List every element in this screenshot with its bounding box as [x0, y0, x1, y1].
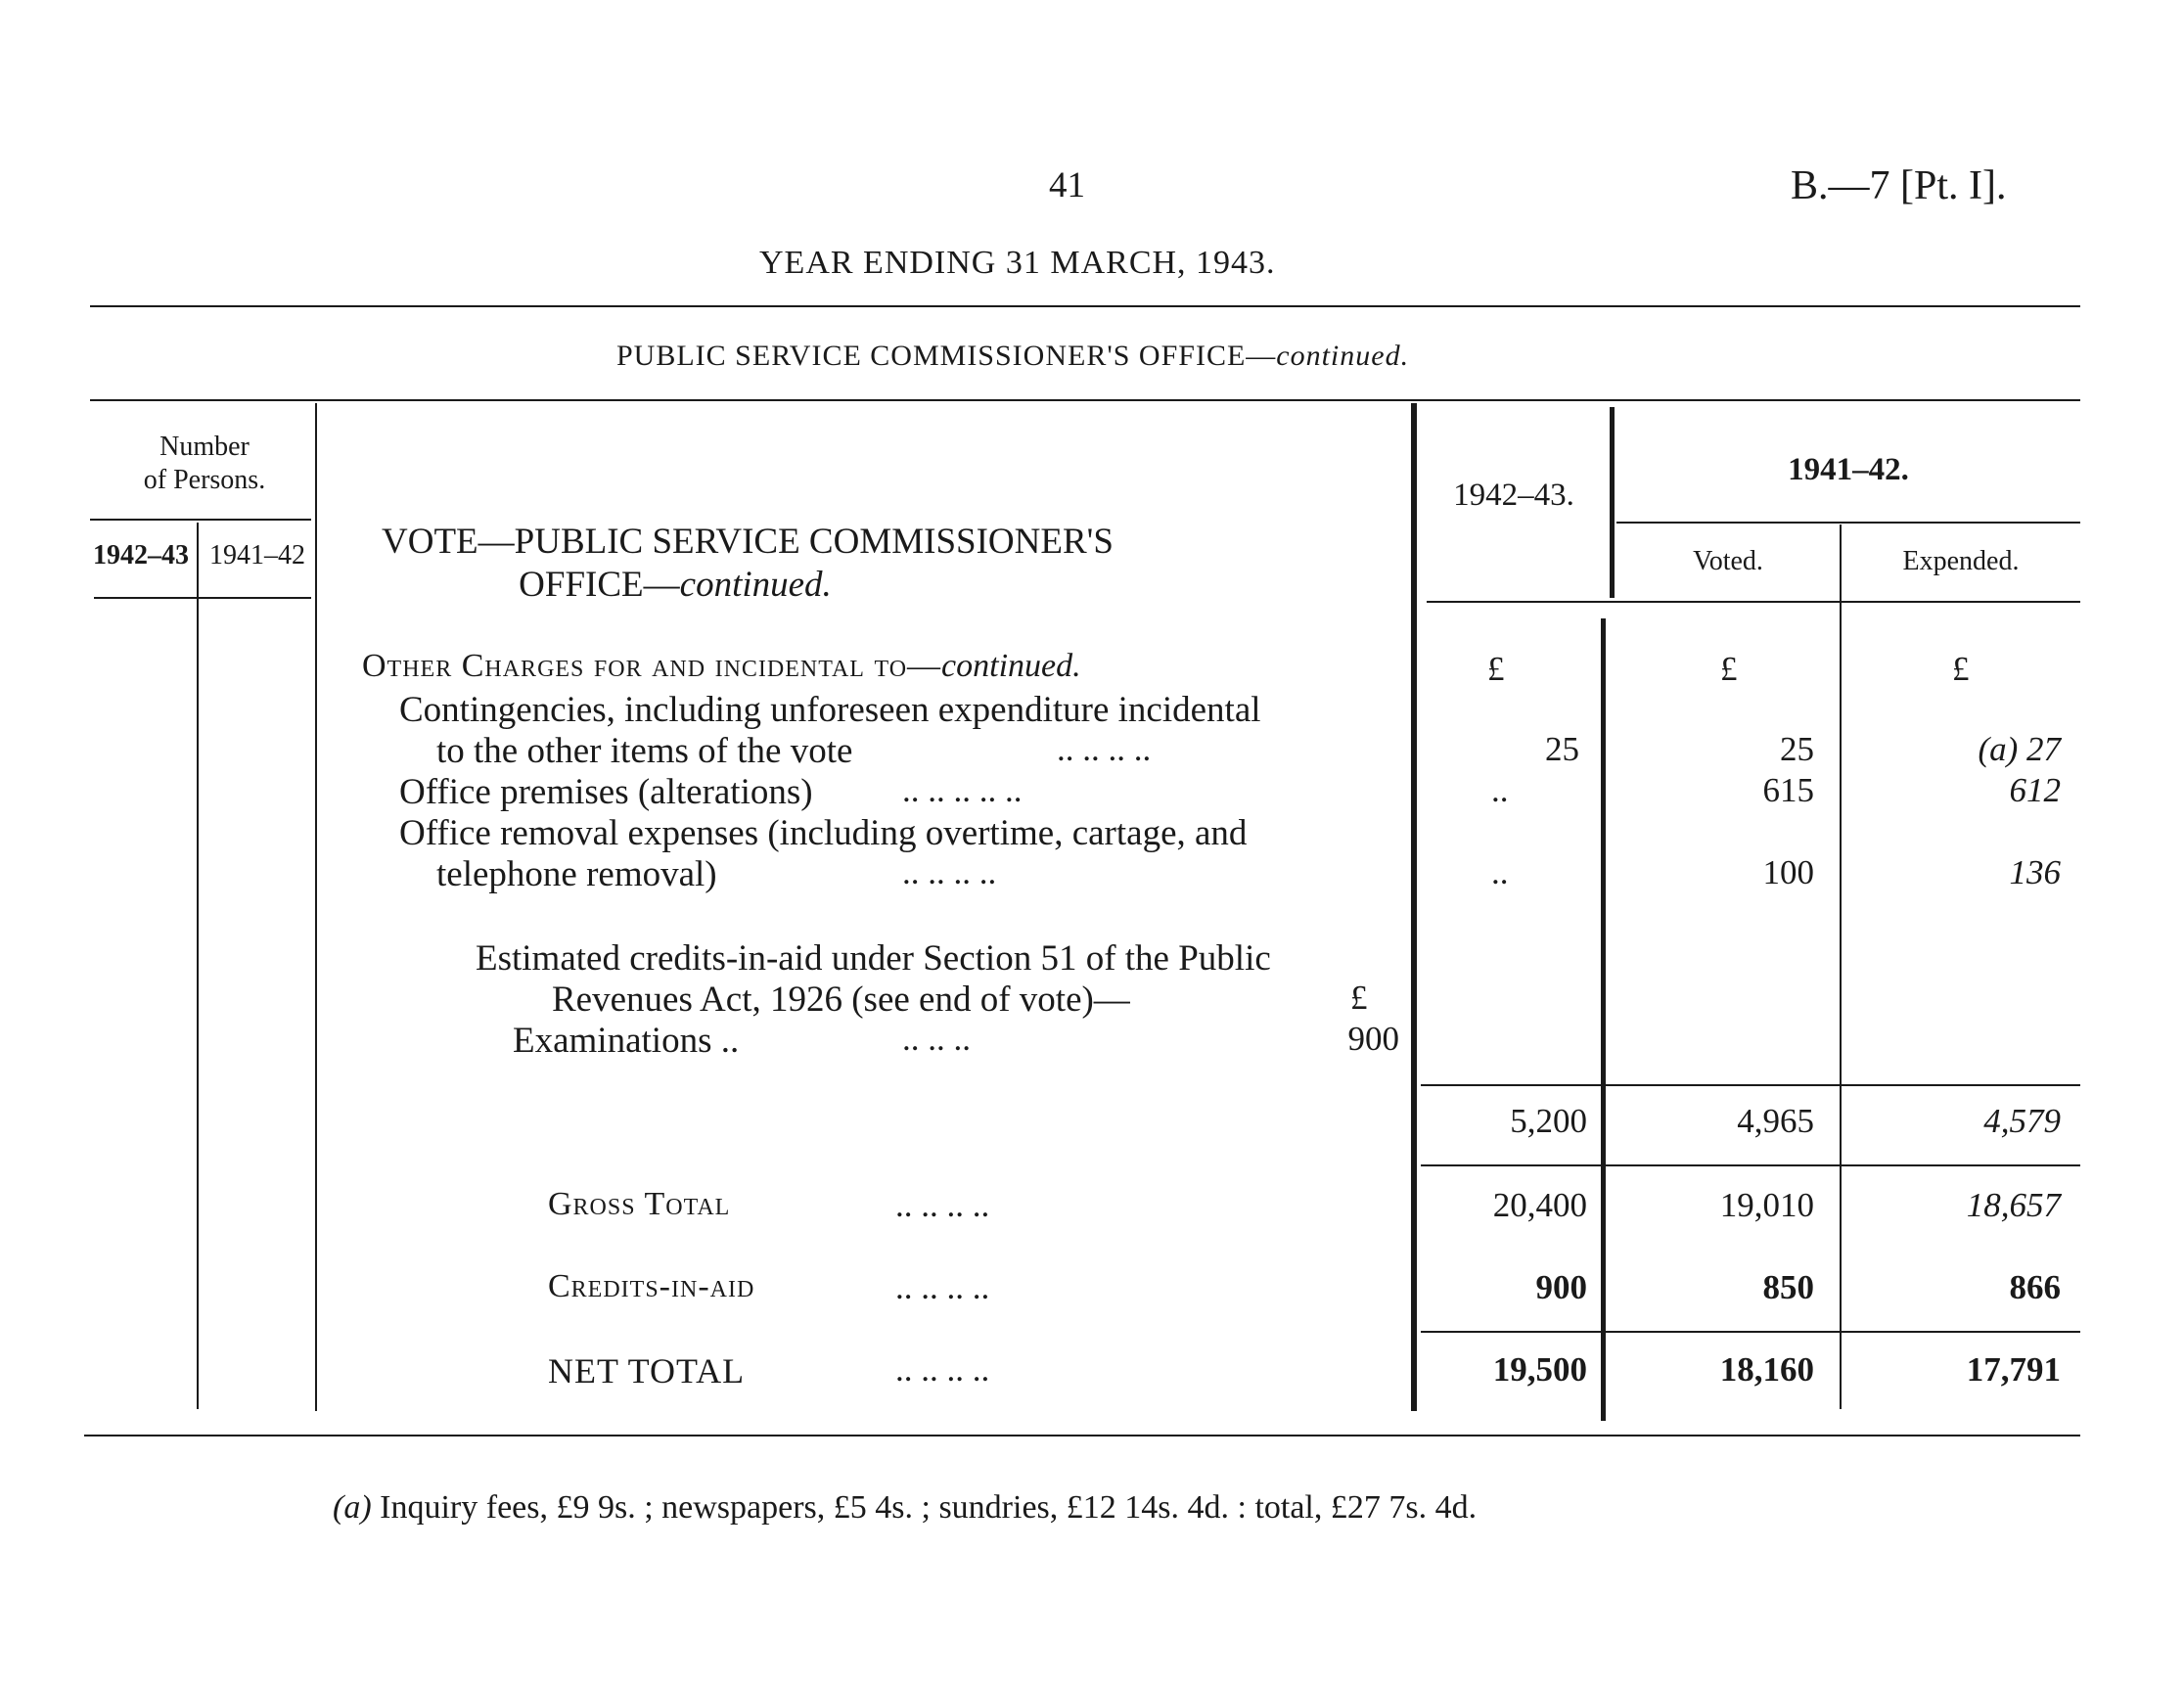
amount-border-left: [1411, 403, 1417, 1411]
persons-col-1942-43: 1942–43: [93, 540, 189, 570]
footnote-text: Inquiry fees, £9 9s. ; newspapers, £5 4s. ; sundries, £12 14s. 4d. : total, £27 7s. 4d.: [380, 1489, 1478, 1526]
persons-col-rule: [94, 597, 311, 599]
item-2-dots: .. .. .. .. ..: [902, 771, 1023, 809]
section-title-suffix: continued.: [1276, 340, 1410, 372]
item-3-line1: Office removal expenses (including overtime, cartage, and: [399, 813, 1248, 853]
section-title: [616, 340, 1409, 373]
persons-col-1941-42: 1941–42: [209, 540, 305, 570]
year-heading: YEAR ENDING 31 MARCH, 1943.: [759, 245, 1276, 281]
gross-total-est: 20,400: [1492, 1186, 1587, 1224]
currency-expended: £: [1952, 650, 1970, 688]
vote-heading: [382, 521, 1114, 607]
credits-in-aid-expended: 866: [2009, 1268, 2061, 1306]
item-1-dots: .. .. .. ..: [1057, 730, 1152, 768]
credits-note-amount: 900: [1347, 1020, 1399, 1058]
currency-est: £: [1487, 650, 1505, 688]
item-1-line1: Contingencies, including unforeseen expenditure incidental: [399, 690, 1261, 730]
persons-heading-rule: [90, 519, 311, 521]
col-divider-est-voted: [1601, 618, 1606, 1421]
item-1-line2: to the other items of the vote: [436, 731, 853, 771]
credits-note-line1: Estimated credits-in-aid under Section 51 of the Public: [476, 938, 1271, 979]
col-head-1942-43: 1942–43.: [1453, 478, 1574, 513]
persons-divider: [197, 523, 199, 1409]
vote-heading-line1: VOTE—PUBLIC SERVICE COMMISSIONER'S: [382, 522, 1114, 562]
credits-in-aid-est: 900: [1535, 1268, 1587, 1306]
credits-in-aid-dots: .. .. .. ..: [895, 1268, 990, 1306]
net-total-label: NET TOTAL: [548, 1351, 746, 1391]
col-head-voted: Voted.: [1693, 546, 1763, 576]
persons-heading-line1: Number: [159, 432, 250, 462]
col-head-bottom-rule: [1427, 601, 2080, 603]
item-1-expended: (a) 27: [1978, 730, 2061, 768]
net-total-est: 19,500: [1492, 1350, 1587, 1389]
currency-voted: £: [1720, 650, 1738, 688]
net-total-dots: .. .. .. ..: [895, 1350, 990, 1389]
net-total-expended: 17,791: [1966, 1350, 2061, 1389]
net-total-voted: 18,160: [1719, 1350, 1814, 1389]
subtotal-expended: 4,579: [1983, 1102, 2061, 1140]
footnote: [333, 1489, 1477, 1527]
rule-table-bottom: [84, 1435, 2080, 1436]
vote-heading-line2: OFFICE—continued.: [519, 565, 832, 605]
net-total-rule: [1421, 1331, 2080, 1333]
credits-note-line3: Examinations ..: [513, 1021, 740, 1061]
col-head-expended: Expended.: [1902, 546, 2020, 576]
section-title-text: PUBLIC SERVICE COMMISSIONER'S OFFICE—: [616, 340, 1277, 372]
persons-heading-line2: of Persons.: [143, 465, 266, 495]
item-3-line2: telephone removal): [436, 854, 717, 894]
col-divider-head: [1610, 407, 1615, 598]
item-2-voted: 615: [1762, 771, 1814, 809]
credits-in-aid-voted: 850: [1762, 1268, 1814, 1306]
item-3-expended: 136: [2009, 853, 2061, 891]
item-1-voted: 25: [1780, 730, 1814, 768]
item-2-expended: 612: [2009, 771, 2061, 809]
gross-total-dots: .. .. .. ..: [895, 1186, 990, 1224]
credits-in-aid-label: Credits-in-aid: [548, 1268, 755, 1304]
item-1-est: 25: [1545, 730, 1579, 768]
credits-note-currency: £: [1350, 979, 1368, 1017]
subtotal-est: 5,200: [1510, 1102, 1587, 1140]
item-2-line1: Office premises (alterations): [399, 772, 813, 812]
credits-note-line2: Revenues Act, 1926 (see end of vote)—: [552, 980, 1130, 1020]
other-charges-heading: Other Charges for and incidental to—continued.: [362, 648, 1081, 684]
document-reference: B.—7 [Pt. I].: [1791, 163, 2007, 208]
persons-heading: [90, 431, 319, 497]
rule-top: [90, 305, 2080, 307]
col-head-1941-42-rule: [1616, 522, 2080, 524]
subtotal-rule: [1421, 1084, 2080, 1086]
item-3-voted: 100: [1762, 853, 1814, 891]
page-number: 41: [1049, 165, 1085, 205]
gross-total-voted: 19,010: [1719, 1186, 1814, 1224]
col-head-1941-42: 1941–42.: [1788, 452, 1909, 487]
rule-table-top: [90, 399, 2080, 401]
item-3-dots: .. .. .. ..: [902, 853, 997, 891]
gross-total-expended: 18,657: [1966, 1186, 2061, 1224]
persons-right-border: [315, 403, 317, 1411]
credits-note-dots: .. .. ..: [902, 1020, 971, 1058]
gross-total-label: Gross Total: [548, 1186, 731, 1222]
subtotal-voted: 4,965: [1737, 1102, 1814, 1140]
gross-total-rule: [1421, 1164, 2080, 1166]
item-3-est: ..: [1491, 853, 1509, 891]
footnote-marker: (a): [333, 1489, 372, 1526]
item-2-est: ..: [1491, 771, 1509, 809]
